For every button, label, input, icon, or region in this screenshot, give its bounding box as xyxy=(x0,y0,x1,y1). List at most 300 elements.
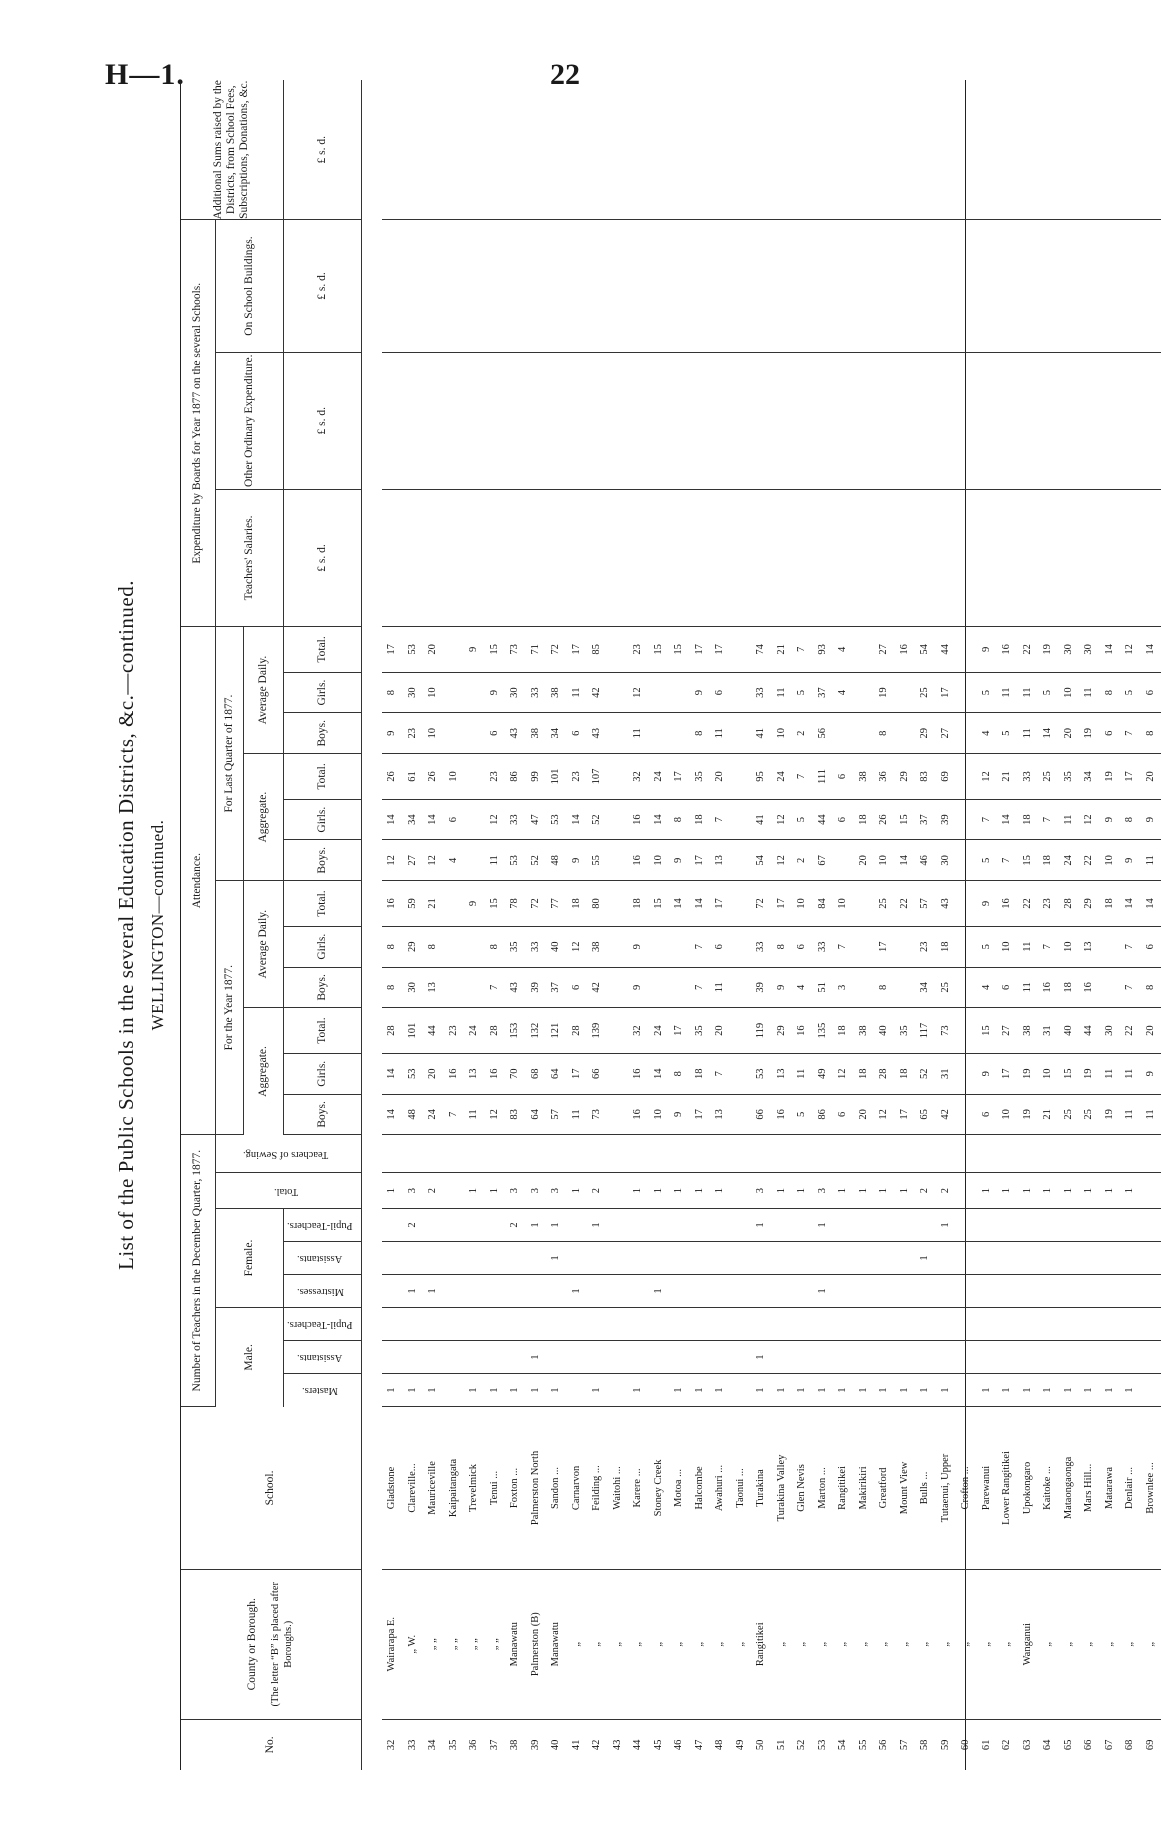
table-subtitle: WELLINGTON—continued. xyxy=(148,819,167,1031)
cell-fp xyxy=(833,1208,854,1241)
cell-fa xyxy=(649,1241,670,1274)
cell-yg: 10 xyxy=(1038,1053,1059,1094)
table-row xyxy=(403,80,424,1770)
cell-at: 28 xyxy=(1059,881,1080,927)
cell-no: 35 xyxy=(447,1739,459,1751)
cell-at: 18 xyxy=(628,881,649,927)
cell-expenditure-empty xyxy=(1100,489,1121,626)
cell-sew xyxy=(587,1135,608,1173)
cell-expenditure-empty xyxy=(403,220,424,352)
cell-at: 18 xyxy=(567,881,588,927)
cell-ab: 3 xyxy=(833,967,854,1008)
table-row xyxy=(1018,80,1039,1770)
cell-sew xyxy=(772,1135,793,1173)
cell-sew xyxy=(649,1135,670,1173)
cell-expenditure-empty xyxy=(772,80,793,220)
cell-county: „ xyxy=(895,1569,916,1719)
cell-qb: 10 xyxy=(1100,840,1121,881)
cell-m: 1 xyxy=(915,1374,936,1407)
cell-no: 49 xyxy=(734,1739,746,1751)
cell-yb: 64 xyxy=(526,1094,547,1135)
header-female: Female. xyxy=(215,1208,283,1307)
cell-m: 1 xyxy=(546,1374,567,1407)
cell-ag: 17 xyxy=(874,926,895,967)
cell-at xyxy=(854,881,875,927)
cell-m: 1 xyxy=(997,1374,1018,1407)
cell-ab: 18 xyxy=(1059,967,1080,1008)
cell-qt: 6 xyxy=(833,754,854,800)
cell-county: „ xyxy=(977,1569,998,1719)
cell-yg: 28 xyxy=(874,1053,895,1094)
cell-tot: 2 xyxy=(587,1173,608,1209)
cell-at: 14 xyxy=(690,881,711,927)
cell-ag: 7 xyxy=(1120,926,1141,967)
cell-tot: 1 xyxy=(833,1173,854,1209)
cell-at: 29 xyxy=(1079,881,1100,927)
cell-tot xyxy=(1141,1173,1161,1209)
cell-pt xyxy=(628,1308,649,1341)
table-row xyxy=(546,80,567,1770)
cell-tot: 3 xyxy=(403,1173,424,1209)
header-qtr-avg-boys: Boys. xyxy=(283,713,361,754)
cell-qb xyxy=(464,840,485,881)
cell-dg: 8 xyxy=(382,672,403,713)
cell-yb: 25 xyxy=(1079,1094,1100,1135)
table-row xyxy=(874,80,895,1770)
cell-qg: 8 xyxy=(1120,799,1141,840)
cell-ag: 6 xyxy=(710,926,731,967)
header-other: Other Ordinary Expenditure. xyxy=(215,352,283,489)
cell-no: 65 xyxy=(1062,1739,1074,1751)
cell-mi xyxy=(628,1275,649,1308)
cell-m: 1 xyxy=(423,1374,444,1407)
cell-expenditure-empty xyxy=(997,80,1018,220)
cell-at: 72 xyxy=(751,881,772,927)
header-no: No. xyxy=(181,1719,361,1770)
cell-expenditure-empty xyxy=(956,220,977,352)
cell-school: Denlair ... xyxy=(1120,1407,1141,1570)
cell-qt: 83 xyxy=(915,754,936,800)
cell-county: Palmerston (B) xyxy=(526,1569,547,1719)
cell-sew xyxy=(1100,1135,1121,1173)
cell-ab: 37 xyxy=(546,967,567,1008)
cell-yt: 38 xyxy=(1018,1008,1039,1054)
cell-school: Greatford xyxy=(874,1407,895,1570)
cell-expenditure-empty xyxy=(854,80,875,220)
cell-expenditure-empty xyxy=(731,352,752,489)
cell-qt: 19 xyxy=(1100,754,1121,800)
cell-no: 34 xyxy=(427,1739,438,1751)
cell-yb: 9 xyxy=(669,1094,690,1135)
cell-tot: 1 xyxy=(1100,1173,1121,1209)
cell-m: 1 xyxy=(464,1374,485,1407)
cell-dg: 5 xyxy=(1038,672,1059,713)
cell-no: 57 xyxy=(898,1739,910,1751)
cell-expenditure-empty xyxy=(669,352,690,489)
cell-expenditure-empty xyxy=(833,80,854,220)
cell-dt: 4 xyxy=(833,627,854,673)
cell-expenditure-empty xyxy=(813,220,834,352)
schools-table xyxy=(181,80,1161,1770)
cell-yb: 13 xyxy=(710,1094,731,1135)
cell-mi xyxy=(444,1275,465,1308)
cell-expenditure-empty xyxy=(977,220,998,352)
header-additional: Additional Sums raised by the Districts, from School Fees, Subscriptions, Donations, &c. xyxy=(181,80,283,220)
cell-ag: 7 xyxy=(690,926,711,967)
cell-pt xyxy=(1018,1308,1039,1341)
cell-yt: 28 xyxy=(485,1008,506,1054)
cell-expenditure-empty xyxy=(505,220,526,352)
cell-tot: 1 xyxy=(1120,1173,1141,1209)
cell-county: „ xyxy=(1120,1569,1141,1719)
cell-at: 16 xyxy=(382,881,403,927)
cell-county: „ xyxy=(915,1569,936,1719)
cell-school: Turakina xyxy=(751,1407,772,1570)
cell-expenditure-empty xyxy=(772,489,793,626)
cell-expenditure-empty xyxy=(526,352,547,489)
cell-mi xyxy=(1120,1275,1141,1308)
cell-fa xyxy=(731,1241,752,1274)
cell-school: Tenui ... xyxy=(485,1407,506,1570)
cell-qt: 20 xyxy=(1141,754,1161,800)
cell-county: „ „ xyxy=(423,1569,444,1719)
cell-dg: 30 xyxy=(505,672,526,713)
cell-dg: 17 xyxy=(936,672,957,713)
cell-fa xyxy=(1038,1241,1059,1274)
cell-dg: 6 xyxy=(710,672,731,713)
cell-ab: 30 xyxy=(403,967,424,1008)
cell-a xyxy=(1100,1341,1121,1374)
cell-expenditure-empty xyxy=(546,489,567,626)
cell-sew xyxy=(1079,1135,1100,1173)
cell-ag: 7 xyxy=(833,926,854,967)
cell-mi xyxy=(587,1275,608,1308)
cell-ab: 6 xyxy=(567,967,588,1008)
cell-yt: 117 xyxy=(915,1008,936,1054)
cell-yb: 11 xyxy=(1141,1094,1161,1135)
cell-m: 1 xyxy=(403,1374,424,1407)
cell-m: 1 xyxy=(1038,1374,1059,1407)
cell-yg: 19 xyxy=(1079,1053,1100,1094)
cell-ag: 6 xyxy=(1141,926,1161,967)
spacer-row xyxy=(361,80,382,1770)
cell-tot: 2 xyxy=(423,1173,444,1209)
cell-yb: 19 xyxy=(1018,1094,1039,1135)
cell-school: Karere ... xyxy=(628,1407,649,1570)
cell-fp xyxy=(792,1208,813,1241)
cell-m: 1 xyxy=(792,1374,813,1407)
cell-no: 69 xyxy=(1144,1739,1156,1751)
table-row xyxy=(587,80,608,1770)
cell-yg: 14 xyxy=(649,1053,670,1094)
cell-dg: 8 xyxy=(1100,672,1121,713)
header-county-note: (The letter “B” is placed after Boroughs.) xyxy=(270,1581,295,1707)
cell-db: 4 xyxy=(977,713,998,754)
cell-qt: 38 xyxy=(854,754,875,800)
cell-ag: 10 xyxy=(997,926,1018,967)
cell-dt xyxy=(731,627,752,673)
cell-expenditure-empty xyxy=(772,352,793,489)
cell-pt xyxy=(772,1308,793,1341)
cell-expenditure-empty xyxy=(792,80,813,220)
cell-qg: 39 xyxy=(936,799,957,840)
cell-fa xyxy=(997,1241,1018,1274)
cell-qt: 17 xyxy=(669,754,690,800)
cell-mi: 1 xyxy=(423,1275,444,1308)
cell-a xyxy=(956,1341,977,1374)
cell-m: 1 xyxy=(485,1374,506,1407)
cell-fp: 2 xyxy=(403,1208,424,1241)
cell-dt: 17 xyxy=(690,627,711,673)
cell-expenditure-empty xyxy=(936,220,957,352)
cell-yg: 13 xyxy=(772,1053,793,1094)
cell-expenditure-empty xyxy=(956,489,977,626)
table-row xyxy=(1141,80,1161,1770)
cell-ab: 13 xyxy=(423,967,444,1008)
cell-mi xyxy=(1038,1275,1059,1308)
cell-pt xyxy=(813,1308,834,1341)
cell-pt xyxy=(1059,1308,1080,1341)
cell-qt: 86 xyxy=(505,754,526,800)
cell-expenditure-empty xyxy=(751,352,772,489)
cell-fp xyxy=(915,1208,936,1241)
cell-expenditure-empty xyxy=(874,352,895,489)
cell-yt: 38 xyxy=(854,1008,875,1054)
cell-pt xyxy=(731,1308,752,1341)
cell-sew xyxy=(895,1135,916,1173)
cell-qg: 6 xyxy=(444,799,465,840)
cell-fp: 1 xyxy=(526,1208,547,1241)
cell-tot xyxy=(956,1173,977,1209)
cell-pt xyxy=(567,1308,588,1341)
cell-fa: 1 xyxy=(915,1241,936,1274)
cell-fa xyxy=(792,1241,813,1274)
cell-at: 22 xyxy=(895,881,916,927)
cell-no: 55 xyxy=(857,1739,869,1751)
header-qtr-agg-total: Total. xyxy=(283,754,361,800)
cell-fa: 1 xyxy=(546,1241,567,1274)
cell-sew xyxy=(464,1135,485,1173)
cell-a xyxy=(854,1341,875,1374)
cell-expenditure-empty xyxy=(587,352,608,489)
cell-expenditure-empty xyxy=(690,80,711,220)
cell-yg: 18 xyxy=(690,1053,711,1094)
cell-yt: 17 xyxy=(669,1008,690,1054)
cell-expenditure-empty xyxy=(690,220,711,352)
cell-expenditure-empty xyxy=(546,220,567,352)
cell-no: 66 xyxy=(1083,1739,1094,1751)
cell-expenditure-empty xyxy=(813,489,834,626)
cell-yb: 10 xyxy=(649,1094,670,1135)
cell-expenditure-empty xyxy=(403,352,424,489)
cell-qb: 18 xyxy=(1038,840,1059,881)
cell-yb: 42 xyxy=(936,1094,957,1135)
cell-yg: 15 xyxy=(1059,1053,1080,1094)
cell-expenditure-empty xyxy=(1100,80,1121,220)
cell-expenditure-empty xyxy=(505,80,526,220)
cell-no: 62 xyxy=(1001,1739,1012,1751)
cell-at: 14 xyxy=(1120,881,1141,927)
cell-dg: 38 xyxy=(546,672,567,713)
table-row xyxy=(833,80,854,1770)
cell-a xyxy=(977,1341,998,1374)
cell-expenditure-empty xyxy=(505,352,526,489)
cell-m xyxy=(1141,1374,1161,1407)
cell-m: 1 xyxy=(1059,1374,1080,1407)
cell-mi xyxy=(669,1275,690,1308)
cell-expenditure-empty xyxy=(731,489,752,626)
cell-at: 84 xyxy=(813,881,834,927)
cell-m: 1 xyxy=(895,1374,916,1407)
cell-dg xyxy=(464,672,485,713)
table-row xyxy=(444,80,465,1770)
cell-dt xyxy=(854,627,875,673)
cell-no: 58 xyxy=(919,1739,930,1751)
cell-a xyxy=(690,1341,711,1374)
cell-m: 1 xyxy=(690,1374,711,1407)
cell-dt: 16 xyxy=(997,627,1018,673)
cell-m: 1 xyxy=(751,1374,772,1407)
cell-sew xyxy=(956,1135,977,1173)
cell-m: 1 xyxy=(526,1374,547,1407)
cell-expenditure-empty xyxy=(382,489,403,626)
cell-no: 32 xyxy=(386,1739,397,1751)
cell-county: „ xyxy=(956,1569,977,1719)
header-year-agg-girls: Girls. xyxy=(283,1053,361,1094)
cell-ag xyxy=(444,926,465,967)
cell-expenditure-empty xyxy=(915,220,936,352)
cell-mi xyxy=(895,1275,916,1308)
cell-expenditure-empty xyxy=(1141,220,1161,352)
cell-county: „ xyxy=(854,1569,875,1719)
cell-yb: 73 xyxy=(587,1094,608,1135)
cell-dg: 10 xyxy=(423,672,444,713)
cell-at: 78 xyxy=(505,881,526,927)
cell-ag: 8 xyxy=(772,926,793,967)
table-row xyxy=(1059,80,1080,1770)
table-row xyxy=(382,80,403,1770)
cell-expenditure-empty xyxy=(956,80,977,220)
cell-dt: 72 xyxy=(546,627,567,673)
cell-fa xyxy=(628,1241,649,1274)
cell-dg xyxy=(608,672,629,713)
cell-db xyxy=(649,713,670,754)
cell-yt: 16 xyxy=(792,1008,813,1054)
cell-ab: 43 xyxy=(505,967,526,1008)
cell-sew xyxy=(874,1135,895,1173)
cell-expenditure-empty xyxy=(403,80,424,220)
cell-mi xyxy=(731,1275,752,1308)
cell-yg: 8 xyxy=(669,1053,690,1094)
cell-yb: 11 xyxy=(464,1094,485,1135)
cell-expenditure-empty xyxy=(669,489,690,626)
cell-qg: 15 xyxy=(895,799,916,840)
cell-fp: 1 xyxy=(936,1208,957,1241)
cell-ab xyxy=(669,967,690,1008)
cell-at xyxy=(731,881,752,927)
cell-ag: 33 xyxy=(751,926,772,967)
table-row xyxy=(1038,80,1059,1770)
table-row xyxy=(936,80,957,1770)
cell-mi xyxy=(751,1275,772,1308)
cell-county: „ xyxy=(792,1569,813,1719)
cell-db: 20 xyxy=(1059,713,1080,754)
cell-pt xyxy=(751,1308,772,1341)
header-last-quarter: For Last Quarter of 1877. xyxy=(215,627,243,881)
cell-db: 11 xyxy=(628,713,649,754)
cell-qt xyxy=(956,754,977,800)
cell-expenditure-empty xyxy=(567,220,588,352)
cell-qg: 18 xyxy=(690,799,711,840)
cell-expenditure-empty xyxy=(669,80,690,220)
cell-dt: 93 xyxy=(813,627,834,673)
cell-yg: 66 xyxy=(587,1053,608,1094)
cell-ag: 8 xyxy=(423,926,444,967)
cell-expenditure-empty xyxy=(444,80,465,220)
cell-m: 1 xyxy=(874,1374,895,1407)
cell-no: 56 xyxy=(878,1739,889,1751)
cell-expenditure-empty xyxy=(1018,80,1039,220)
cell-school: Lower Rangitikei xyxy=(997,1407,1018,1570)
cell-no: 39 xyxy=(529,1739,541,1751)
cell-expenditure-empty xyxy=(485,489,506,626)
cell-sew xyxy=(997,1135,1018,1173)
cell-db xyxy=(833,713,854,754)
cell-dt: 20 xyxy=(423,627,444,673)
cell-qt: 95 xyxy=(751,754,772,800)
cell-no: 59 xyxy=(939,1739,951,1751)
cell-county: „ xyxy=(690,1569,711,1719)
cell-dt: 54 xyxy=(915,627,936,673)
cell-at: 10 xyxy=(833,881,854,927)
cell-expenditure-empty xyxy=(1079,352,1100,489)
cell-expenditure-empty xyxy=(1038,220,1059,352)
cell-yg: 70 xyxy=(505,1053,526,1094)
cell-dt xyxy=(444,627,465,673)
cell-dg xyxy=(895,672,916,713)
cell-dt: 12 xyxy=(1120,627,1141,673)
cell-fa xyxy=(403,1241,424,1274)
cell-yg: 20 xyxy=(423,1053,444,1094)
cell-a xyxy=(464,1341,485,1374)
cell-m: 1 xyxy=(628,1374,649,1407)
table-row xyxy=(813,80,834,1770)
cell-m: 1 xyxy=(1018,1374,1039,1407)
cell-no: 53 xyxy=(816,1739,828,1751)
cell-db xyxy=(731,713,752,754)
cell-no: 60 xyxy=(960,1739,971,1751)
cell-a xyxy=(1120,1341,1141,1374)
header-year-avg-boys: Boys. xyxy=(283,967,361,1008)
cell-qg: 7 xyxy=(710,799,731,840)
cell-yt: 35 xyxy=(895,1008,916,1054)
cell-dg xyxy=(731,672,752,713)
cell-expenditure-empty xyxy=(608,80,629,220)
cell-expenditure-empty xyxy=(649,352,670,489)
cell-a xyxy=(792,1341,813,1374)
cell-tot: 1 xyxy=(710,1173,731,1209)
cell-ag: 9 xyxy=(628,926,649,967)
cell-yg: 53 xyxy=(751,1053,772,1094)
cell-a xyxy=(731,1341,752,1374)
cell-at xyxy=(956,881,977,927)
cell-ag: 12 xyxy=(567,926,588,967)
table-row xyxy=(751,80,772,1770)
cell-school: Mount View xyxy=(895,1407,916,1570)
cell-pt xyxy=(485,1308,506,1341)
cell-school: Mauriceville xyxy=(423,1407,444,1570)
cell-school: Bulls ... xyxy=(915,1407,936,1570)
